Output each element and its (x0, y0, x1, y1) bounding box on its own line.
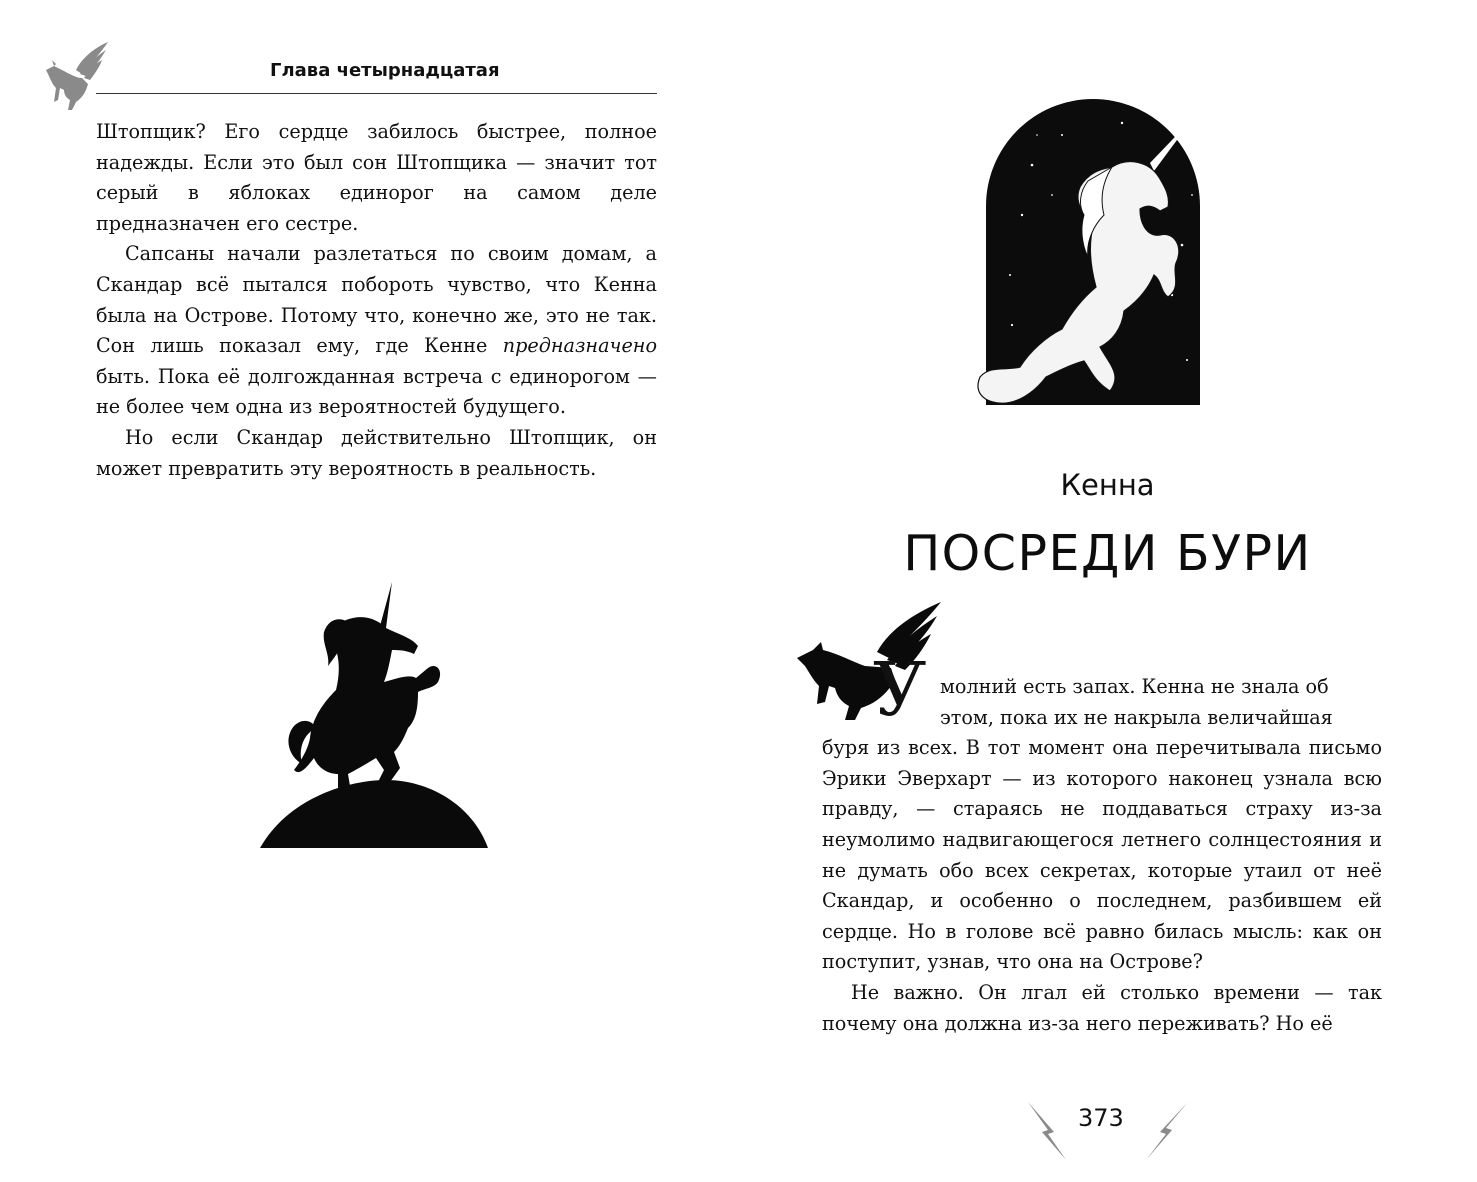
left-body-text (96, 117, 657, 484)
italic-text: предназначено (502, 334, 657, 358)
paragraph (96, 239, 657, 423)
left-page (0, 0, 738, 1182)
header-rule (96, 93, 657, 94)
text-run: быть. Пока её долгожданная встреча с единорогом — не более чем одна из вероятностей будущего. (96, 364, 657, 419)
winged-unicorn-icon (42, 40, 112, 112)
lightning-bolt-icon (1026, 1100, 1070, 1162)
text-run: Сапсаны начали разлетаться по своим домам, а Скандар всё пытался побороть чувство, что Кенна была на Острове. Потому что, конечно же, это не так. Сон лишь показал ему, где Кенне (96, 242, 657, 358)
chapter-hero: Кенна (1060, 468, 1155, 502)
drop-cap: У (873, 647, 927, 733)
paragraph: молний есть запах. Кенна не знала об (940, 675, 1329, 698)
unicorn-night-arch-icon (962, 75, 1224, 405)
paragraph: буря из всех. В тот момент она перечитывала письмо Эрики Эверхарт — из которого наконец узнала всю правду, — стараясь не поддаваться страху из-за неумолимо надвигающегося летнего солнцестояния и не думать обо всех секретах, которые утаил от неё Скандар, и особенно о последнем, разбившем ей сердце. Но в голове всё равно билась мысль: как он поступит, узнав, что она на Острове? (822, 736, 1382, 974)
running-head: Глава четырнадцатая (270, 60, 500, 81)
paragraph: Но если Скандар действительно Штопщик, он может превратить эту вероятность в реальность. (96, 425, 657, 480)
paragraph: Штопщик? Его сердце забилось быстрее, полное надежды. Если это был сон Штопщика — значит тот серый в яблоках единорог на самом деле предназначен его сестре. (96, 120, 657, 235)
paragraph: Не важно. Он лгал ей столько времени — так почему она должна из-за него переживать? Но её (822, 980, 1382, 1035)
paragraph: этом, пока их не накрыла величайшая (940, 705, 1333, 729)
rearing-unicorn-silhouette-icon (258, 578, 490, 850)
page-number: 373 (1078, 1104, 1124, 1132)
lightning-bolt-icon (1142, 1100, 1192, 1162)
chapter-title: ПОСРЕДИ БУРИ (903, 525, 1312, 582)
right-page (738, 0, 1477, 1182)
right-body-text (822, 672, 1382, 1039)
